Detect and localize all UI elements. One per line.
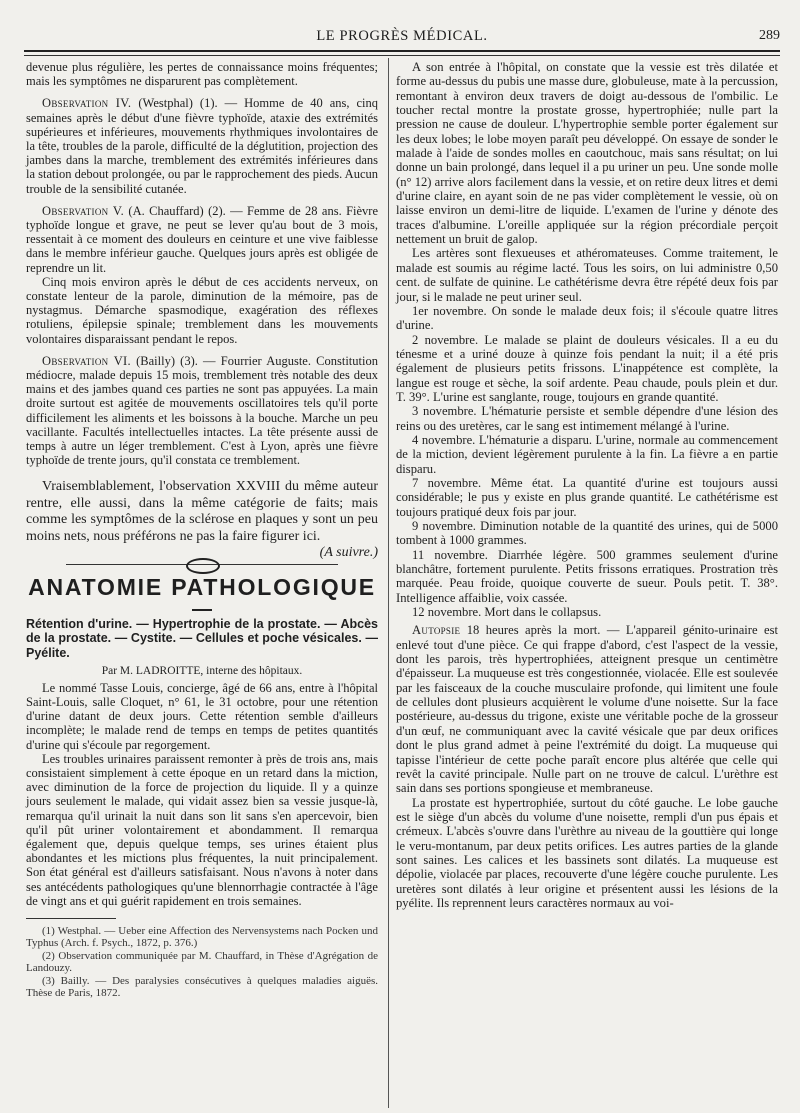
page-header [24, 22, 780, 46]
conclusion-text: Vraisemblablement, l'observation XXVIII du même auteur rentre, elle aussi, dans la même catégorie de faits; mais comme les symptômes de la sclérose en plaques y sont un peu moins nets, nous préférons ne pas la faire figurer ici. [26, 479, 378, 544]
to-follow-note: (A suivre.) [319, 545, 378, 561]
paragraph: Les artères sont flexueuses et athéromateuses. Comme traitement, le malade est soumis au régime lacté. Tous les soirs, on lui administre 0,50 cent. de sulfate de quinine. Le cathétérisme devra être répété deux fois par jour, si le malade ne peut uriner seul. [396, 246, 778, 304]
page-number: 289 [759, 28, 780, 43]
section-title: ANATOMIE PATHOLOGIQUE [28, 574, 376, 601]
paragraph: Les troubles urinaires paraissent remonter à près de trois ans, mais consistaient simplement à cette époque en un retard dans la miction, avec diminution de la force de projection du liquide. Il y a quinze jours seulement le malade, qui vidait assez bien sa vessie jusque-là, remarqua qu'il urinait la nuit dans son lit sans s'en apercevoir, bien qu'il pût uriner volontairement et abondamment. Il remarqua également que, depuis quelque temps, ses urines étaient plus abondantes et les mictions plus fréquentes, la nuit principalement. Son état général est d'ailleurs satisfaisant. Nous n'avons à noter dans ses antécédents pathologiques qu'une blennorrhagie contractée à l'âge de vingt ans et qui guérit rapidement en trois semaines. [26, 751, 378, 908]
ornament-divider [26, 557, 378, 573]
paragraph: Cinq mois environ après le début de ces accidents nerveux, on constate lenteur de la parole, diminution de la mémoire, pas de nystagmus. Démarche spasmodique, exagération des réflexes rotuliens, épilepsie spinale; tremblement dans les mouvements volontaires disparaissant pendant le repos. [26, 274, 378, 346]
observation-4 [26, 96, 378, 195]
header-rule-thin [24, 55, 780, 56]
observation-6 [26, 354, 378, 468]
day-entry: 11 novembre. Diarrhée légère. 500 grammes seulement d'urine blanchâtre, fortement purulente. Petits frissons erratiques. Prostration très marquée. Peau froide, quoique couverte de sueur. Pouls petit. T. 38°. Intelligence affaiblie, voix cassée. [396, 547, 778, 605]
observation-label: Observation VI. [42, 353, 131, 368]
footnote-3: (3) Bailly. — Des paralysies consécutives à quelques maladies aiguës. Thèse de Paris, 1872. [26, 974, 378, 999]
observation-text: (A. Chauffard) (2). — Femme de 28 ans. Fièvre typhoïde longue et grave, ne peut se lever qu'au bout de 3 mois, ressentait à ce moment des douleurs en ceinture et une vive faiblesse dans le membre inférieur gauche. Quelques jours après est obligée de reprendre un lit. [26, 203, 379, 275]
footnotes [26, 925, 378, 999]
journal-title: LE PROGRÈS MÉDICAL. [316, 28, 488, 44]
paragraph: La prostate est hypertrophiée, surtout du côté gauche. Le lobe gauche est le siège d'un abcès du volume d'une noisette, rempli d'un pus épais et crémeux. L'abcès s'ouvre dans l'urèthre au niveau de la gouttière qui longe le veru-montanum, par deux petits orifices. Les autres parties de la glande sont saines. Les calices et les bassinets sont dilatés. La muqueuse est dépolie, violacée par places, recouverte d'une légère couche purulente. Les uretères sont dilatés à leur origine et présentent aussi les lésions de la pyélite. Ils reprennent leurs caractères normaux au voi- [396, 795, 778, 910]
article-author: Par M. LADROITTE, interne des hôpitaux. [101, 664, 303, 677]
autopsy-label: Autopsie [412, 623, 461, 638]
paragraph: devenue plus régulière, les pertes de connaissance moins fréquentes; mais les symptômes ne disparurent pas complètement. [26, 60, 378, 89]
paragraph: A son entrée à l'hôpital, on constate que la vessie est très dilatée et forme au-dessus du pubis une masse dure, globuleuse, mate à la percussion, remontant à environ deux travers de doigt au-dessous de l'ombilic. Le toucher rectal montre la prostate grosse, hypertrophiée; nulle part la pression ne cause de douleur. L'hypertrophie semble porter également sur les deux lobes; le lobe moyen paraît peu développé. On essaye de sonder le malade à l'aide de sondes molles en caoutchouc, mais sans résultat; on lui donne un bain prolongé, dans lequel il a pu uriner un peu. Une sonde molle (n° 12) arrive alors facilement dans la vessie, et on retire deux litres et demi d'urine claire, en ayant soin de ne pas vider complètement le vessie, où on laisse environ un demi-litre de liquide. L'examen de l'urine y dénote des traces d'albumine. L'oreille appliquée sur la région précordiale perçoit nettement un bruit de galop. [396, 60, 778, 247]
day-entry: 7 novembre. Même état. La quantité d'urine est toujours aussi considérable; le pus y existe en plus grande quantité. Le cathétérisme est toujours pratiqué deux fois par jour. [396, 475, 778, 519]
article-title: Rétention d'urine. — Hypertrophie de la prostate. — Abcès de la prostate. — Cystite. — Cellules et poche vésicales. — Pyélite. [26, 617, 378, 660]
left-column [26, 60, 378, 999]
footnote-1: (1) Westphal. — Ueber eine Affection des Nervensystems nach Pocken und Typhus (Arch. f. Psych., 1872, p. 376.) [26, 924, 378, 950]
paragraph: Le nommé Tasse Louis, concierge, âgé de 66 ans, entre à l'hôpital Saint-Louis, salle Cloquet, n° 61, le 31 octobre, pour une rétention d'urine datant de deux jours. Cette rétention semble d'ailleurs incomplète; le malade rend de temps en temps de petites quantités d'urine qui s'écoule par regorgement. [26, 680, 378, 752]
observation-text: (Westphal) (1). — Homme de 40 ans, cinq semaines après le début d'une fièvre typhoïde, ataxie des extrémités supérieures et inférieures, mouvements rhythmiques involontaires de la tête, troubles de la parole, difficulté de la déglutition, projection des jambes dans la marche, tremblement des extrémités inférieures dans la station debout prolongée, ou par le rapprochement des pieds. Aucun trouble de la sensibilité cutanée. [26, 96, 379, 196]
observation-label: Observation V. [42, 203, 125, 218]
observation-label: Observation IV. [42, 96, 132, 111]
right-column [396, 60, 778, 910]
autopsy-text: 18 heures après la mort. — L'appareil génito-urinaire est enlevé tout d'une pièce. Ce qui frappe d'abord, c'est l'aspect de la vessie, dont les parois, très hypertrophiées, atteignent presque un centimètre d'épaisseur. La muqueuse est très congestionnée, violacée. Elle est soulevée par les faisceaux de la couche musculaire profonde, qui limitent une foule de cellules dont plusieurs acquièrent le volume d'une noisette. Sur la face postérieure, au-dessus du trigone, existe une véritable poche de la grosseur d'un œuf, ne communiquant avec la cavité vésicale que par deux orifices dont le plus grand admet à peine l'extrémité du doigt. La muqueuse qui tapisse l'intérieur de cette poche paraît encore plus altérée que celle qui revêt la cavité principale. Nulle part on ne trouve de calcul. L'urèthre est sain dans ses portions spongieuse et membraneuse. [396, 623, 778, 796]
observation-5 [26, 204, 378, 275]
footnote-2: (2) Observation communiquée par M. Chauffard, in Thèse d'Agrégation de Landouzy. [26, 949, 378, 975]
day-entry: 9 novembre. Diminution notable de la quantité des urines, qui de 5000 tombent à 1000 grammes. [396, 519, 778, 548]
day-entry: 1er novembre. On sonde le malade deux fois; il s'écoule quatre litres d'urine. [396, 303, 778, 333]
observation-text: (Bailly) (3). — Fourrier Auguste. Constitution médiocre, malade depuis 15 mois, tremblement très notable des deux mains et des jambes quand ces parties ne sont pas appuyées. La main droite surtout est agitée de mouvements oscillatoires tels qu'il porte difficilement les aliments et les boissons à la bouche. Marche un peu vacillante. Facultés intellectuelles intactes. La tête présente aussi de temps à autre un léger tremblement. C'est à Lyon, après une fièvre typhoïde de trente jours, qu'il constata ce tremblement. [26, 353, 378, 468]
day-entry: 12 novembre. Mort dans le collapsus. [412, 605, 602, 620]
header-rule [24, 50, 780, 52]
day-entry: 2 novembre. Le malade se plaint de douleurs vésicales. Il a eu du ténesme et a uriné douze à quinze fois pendant la nuit; il a été pris également de plusieurs petits frissons. L'inappétence est complète, la langue est rouge et sèche, la soif ardente. Peau chaude, pouls plein et dur. T. 39°. L'urine est sanglante, rouge, toujours en grande quantité. [396, 332, 778, 404]
autopsy-paragraph [396, 623, 778, 795]
section-rule [192, 609, 212, 611]
footnote-rule [26, 918, 116, 919]
column-divider [388, 58, 389, 1108]
day-entry: 3 novembre. L'hématurie persiste et semble dépendre d'une lésion des reins ou des uretères, car le sang est intimement mélangé à l'urine. [396, 404, 778, 433]
conclusion-paragraph [26, 479, 378, 561]
day-entry: 4 novembre. L'hématurie a disparu. L'urine, normale au commencement de la miction, devient légèrement purulente à la fin. La fièvre a en partie disparu. [396, 432, 778, 476]
